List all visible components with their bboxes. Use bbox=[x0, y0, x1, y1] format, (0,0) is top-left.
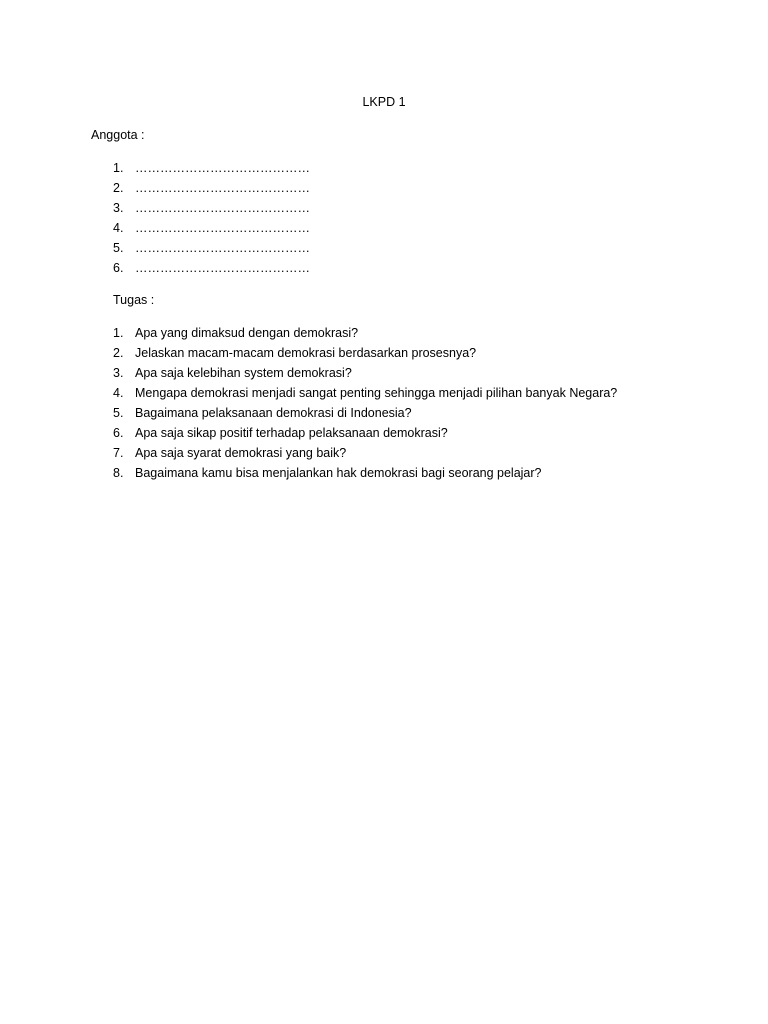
list-item bbox=[113, 385, 617, 405]
list-item-question: Bagaimana kamu bisa menjalankan hak demokrasi bagi seorang pelajar? bbox=[135, 466, 542, 480]
tugas-list bbox=[113, 325, 617, 485]
list-item-question: Apa saja syarat demokrasi yang baik? bbox=[135, 446, 347, 460]
anggota-list bbox=[113, 160, 310, 280]
list-item-number: 1. bbox=[113, 326, 124, 340]
list-item-number: 2. bbox=[113, 346, 124, 360]
list-item-blank: …………………………………… bbox=[135, 201, 310, 215]
list-item-number: 6. bbox=[113, 261, 124, 275]
list-item-question: Bagaimana pelaksanaan demokrasi di Indonesia? bbox=[135, 406, 412, 420]
list-item-number: 7. bbox=[113, 446, 124, 460]
list-item-question: Apa yang dimaksud dengan demokrasi? bbox=[135, 326, 359, 340]
list-item-blank: …………………………………… bbox=[135, 181, 310, 195]
list-item-blank: …………………………………… bbox=[135, 221, 310, 235]
list-item bbox=[113, 220, 310, 240]
list-item-blank: …………………………………… bbox=[135, 161, 310, 175]
list-item bbox=[113, 445, 617, 465]
document-title: LKPD 1 bbox=[362, 95, 406, 109]
list-item bbox=[113, 260, 310, 280]
list-item-blank: …………………………………… bbox=[135, 241, 310, 255]
tugas-label: Tugas : bbox=[113, 293, 155, 307]
list-item-blank: …………………………………… bbox=[135, 261, 310, 275]
list-item-question: Apa saja sikap positif terhadap pelaksanaan demokrasi? bbox=[135, 426, 448, 440]
list-item bbox=[113, 180, 310, 200]
list-item bbox=[113, 200, 310, 220]
list-item-question: Apa saja kelebihan system demokrasi? bbox=[135, 366, 352, 380]
list-item bbox=[113, 465, 617, 485]
list-item bbox=[113, 160, 310, 180]
list-item bbox=[113, 425, 617, 445]
list-item-number: 5. bbox=[113, 241, 124, 255]
list-item-number: 4. bbox=[113, 221, 124, 235]
list-item-number: 3. bbox=[113, 201, 124, 215]
list-item-question: Jelaskan macam-macam demokrasi berdasarkan prosesnya? bbox=[135, 346, 477, 360]
list-item bbox=[113, 240, 310, 260]
list-item-number: 3. bbox=[113, 366, 124, 380]
list-item-number: 5. bbox=[113, 406, 124, 420]
list-item-question: Mengapa demokrasi menjadi sangat penting sehingga menjadi pilihan banyak Negara? bbox=[135, 386, 618, 400]
list-item bbox=[113, 405, 617, 425]
list-item bbox=[113, 345, 617, 365]
list-item bbox=[113, 365, 617, 385]
list-item-number: 1. bbox=[113, 161, 124, 175]
list-item-number: 8. bbox=[113, 466, 124, 480]
list-item bbox=[113, 325, 617, 345]
list-item-number: 4. bbox=[113, 386, 124, 400]
list-item-number: 2. bbox=[113, 181, 124, 195]
list-item-number: 6. bbox=[113, 426, 124, 440]
anggota-label: Anggota : bbox=[91, 128, 145, 142]
